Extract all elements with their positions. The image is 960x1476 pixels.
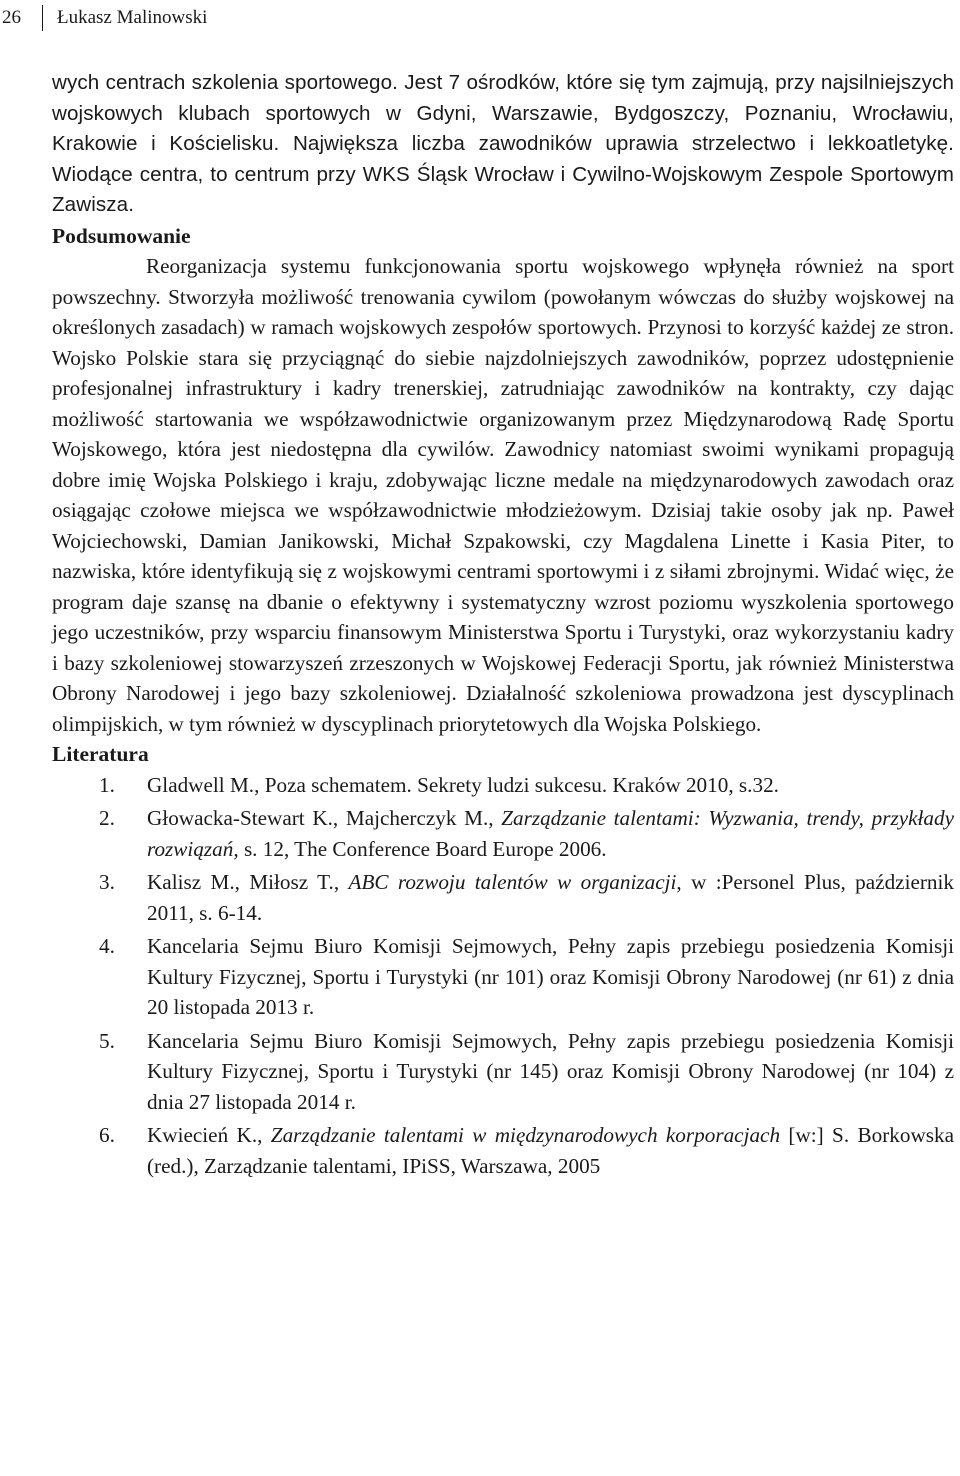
header-author: Łukasz Malinowski (57, 7, 208, 28)
reference-number: 2. (99, 806, 115, 830)
reference-text: Kancelaria Sejmu Biuro Komisji Sejmowych, Pełny zapis przebiegu posiedzenia Komisji Kultury Fizycznej, Sportu i Turystyki (nr 101) oraz Komisji Obrony Narodowej (nr 61) z dnia 20 listopada 2013 r. (147, 934, 954, 1019)
literature-heading: Literatura (52, 742, 149, 766)
reference-text: Głowacka-Stewart K., Majcherczyk M., (147, 806, 502, 830)
summary-paragraph: Reorganizacja systemu funkcjonowania sportu wojskowego wpłynęła również na sport powszechny. Stworzyła możliwość trenowania cywilom (powołanym wówczas do służby wojskowej na określonych zasadach) w ramach wojskowych zespołów sportowych. Przynosi to korzyść każdej ze stron. Wojsko Polskie stara się przyciągnąć do siebie najzdolniejszych zawodników, poprzez udostępnienie profesjonalnej infrastruktury i kadry trenerskiej, zatrudniając zawodników na kontrakty, czy dając możliwość startowania we współzawodnictwie organizowanym przez Międzynarodową Radę Sportu Wojskowego, która jest niedostępna dla cywilów. Zawodnicy natomiast swoimi wynikami propagują dobre imię Wojska Polskiego i kraju, zdobywając liczne medale na międzynarodowych zawodach oraz osiągając czołowe miejsca we współzawodnictwie młodzieżowym. Dzisiaj takie osoby jak np. Paweł Wojciechowski, Damian Janikowski, Michał Szpakowski, czy Magdalena Linette i Kasia Piter, to nazwiska, które identyfikują się z wojskowymi centrami sportowymi i z siłami zbrojnymi. Widać więc, że program daje szansę na dbanie o efektywny i systematyczny wzrost poziomu wyszkolenia sportowego jego uczestników, przy wsparciu finansowym Ministerstwa Sportu i Turystyki, oraz wykorzystaniu kadry i bazy szkoleniowej stowarzyszeń zrzeszonych w Wojskowej Federacji Sportu, jak również Ministerstwa Obrony Narodowej i jego bazy szkoleniowej. Działalność szkoleniowa prowadzona jest dyscyplinach olimpijskich, w tym również w dyscyplinach priorytetowych dla Wojska Polskiego. (52, 254, 954, 736)
reference-details: [w:] S. Borkowska (red.), Zarządzanie talentami, IPiSS, Warszawa, 2005 (147, 1123, 954, 1178)
reference-text: Kalisz M., Miłosz T., (147, 870, 349, 894)
reference-title: ABC rozwoju talentów w organizacji (348, 870, 677, 894)
reference-title: Zarządzanie talentami w międzynarodowych korporacjach (270, 1123, 781, 1147)
reference-item (52, 1026, 954, 1118)
reference-details: , w :Personel Plus, październik 2011, s. 6-14. (147, 870, 954, 925)
reference-number: 4. (99, 934, 115, 958)
reference-title: Zarządzanie talentami: Wyzwania, trendy, przykłady rozwiązań, (147, 806, 955, 861)
reference-number: 3. (99, 870, 115, 894)
page-number: 26 (2, 7, 21, 28)
page-content (52, 68, 954, 1184)
reference-text: Kancelaria Sejmu Biuro Komisji Sejmowych, Pełny zapis przebiegu posiedzenia Komisji Kultury Fizycznej, Sportu i Turystyki (nr 145) oraz Komisji Obrony Narodowej (nr 104) z dnia 27 listopada 2014 r. (147, 1028, 954, 1114)
reference-details: s. 12, The Conference Board Europe 2006. (238, 836, 607, 861)
reference-text: Kwiecień K., (147, 1123, 271, 1147)
header-divider (42, 5, 43, 31)
reference-item (52, 770, 954, 801)
page-header (0, 4, 207, 32)
reference-list (52, 770, 954, 1182)
reference-number: 1. (99, 772, 115, 797)
reference-text: Gladwell M., Poza schematem. Sekrety ludzi sukcesu. Kraków 2010, s.32. (147, 772, 779, 797)
reference-item (52, 931, 954, 1023)
reference-item (52, 1120, 954, 1181)
reference-number: 5. (99, 1028, 115, 1053)
summary-heading: Podsumowanie (52, 223, 191, 248)
intro-paragraph: wych centrach szkolenia sportowego. Jest 7 ośrodków, które się tym zajmują, przy najsilniejszych wojskowych klubach sportowych w Gdyni, Warszawie, Bydgoszczy, Poznaniu, Wrocławiu, Krakowie i Kościelisku. Największa liczba zawodników uprawia strzelectwo i lekkoatletykę. Wiodące centra, to centrum przy WKS Śląsk Wrocław i Cywilno-Wojskowym Zespole Sportowym Zawisza. (52, 71, 954, 216)
reference-number: 6. (99, 1123, 115, 1147)
reference-item (52, 867, 954, 928)
reference-item (52, 803, 954, 864)
